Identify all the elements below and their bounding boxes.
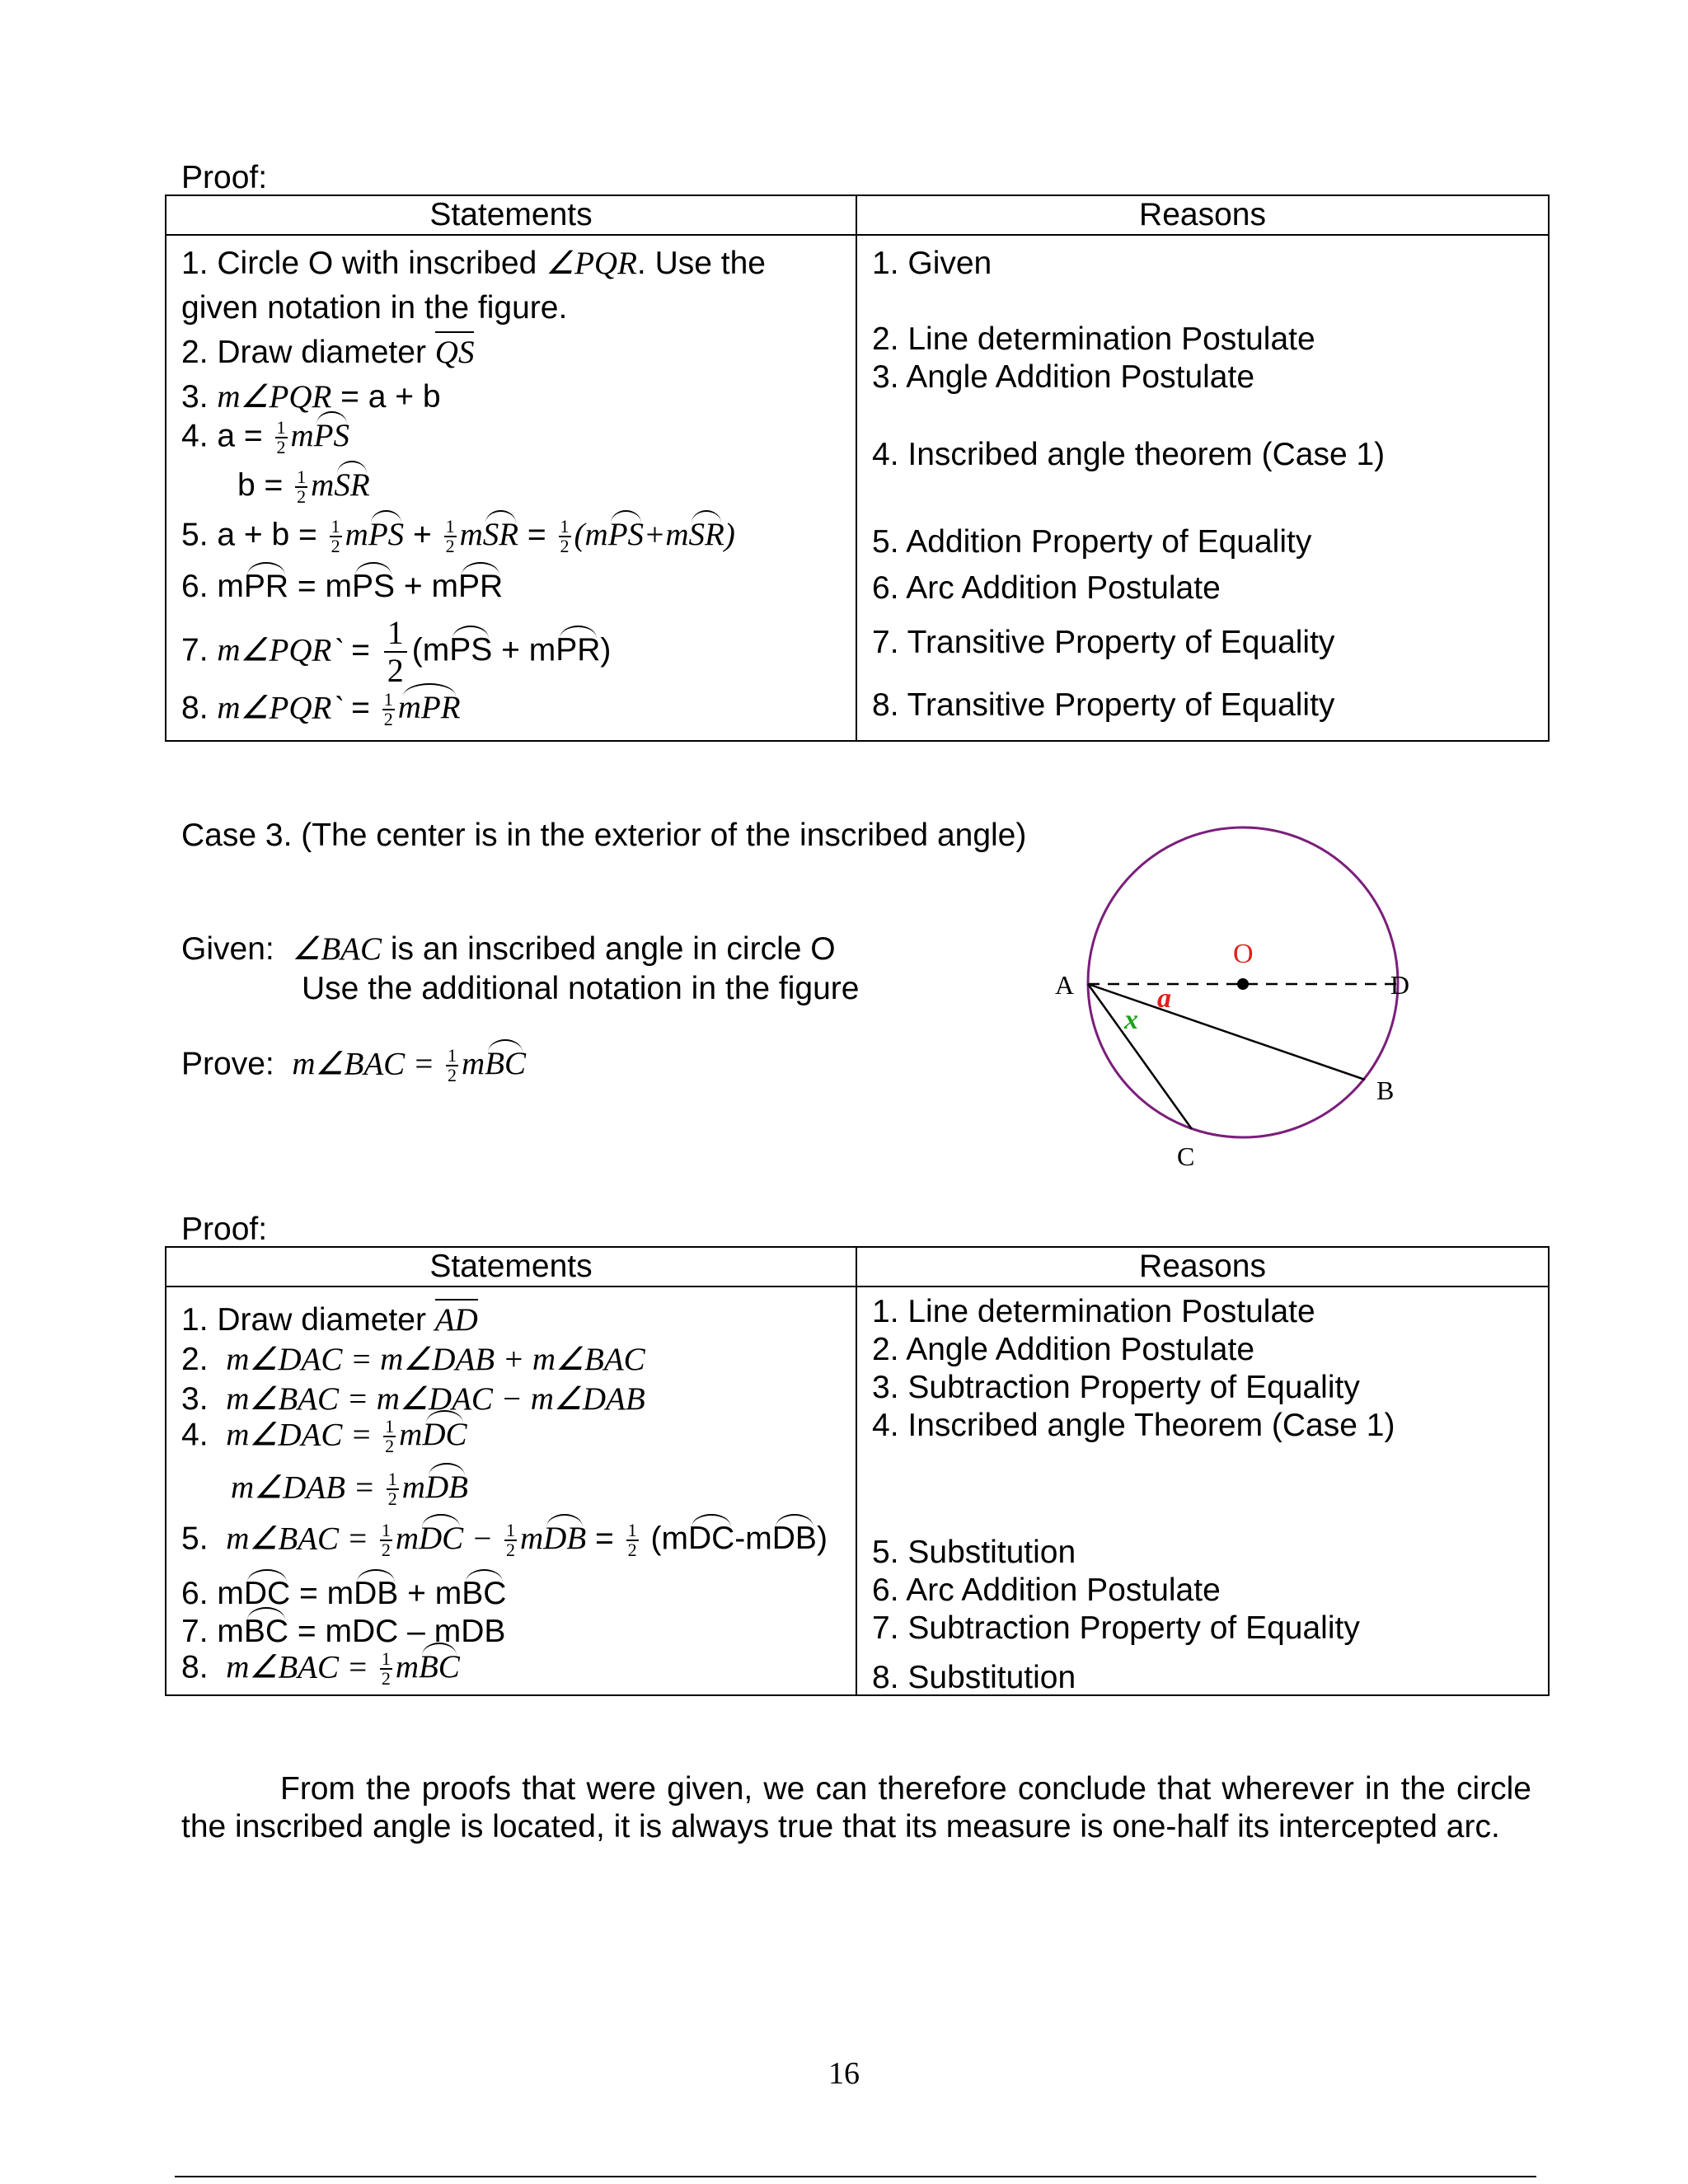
page-number: 16 <box>828 2056 860 2091</box>
proof1-statement-1: 1. Circle O with inscribed ∠PQR. Use the <box>181 246 766 281</box>
proof1-reason-3: 3. Angle Addition Postulate <box>872 359 1255 395</box>
case3-given: Given: ∠BAC is an inscribed angle in circle O <box>181 931 836 967</box>
conclusion-paragraph: From the proofs that were given, we can therefore conclude that wherever in the circle the inscribed angle is located, it is always true that its measure is one-half its intercepted arc. <box>181 1771 1531 1844</box>
proof2-table <box>165 1246 1550 1696</box>
proof1-statement-1-cont: given notation in the figure. <box>181 290 568 326</box>
proof1-reason-2: 2. Line determination Postulate <box>872 321 1315 357</box>
proof1-label: Proof: <box>181 160 268 195</box>
proof2-statement-6: 6. mDC = mDB + mBC <box>181 1576 507 1611</box>
proof1-statements <box>166 236 856 740</box>
label-angle-a: a <box>1157 983 1171 1014</box>
proof1-statement-7: 7. m∠PQR` = $\frac{1}{2}$ (mPS + mPR) <box>181 614 612 689</box>
proof2-reason-7: 7. Subtraction Property of Equality <box>872 1610 1360 1646</box>
case3-title: Case 3. (The center is in the exterior of the inscribed angle) <box>181 818 1027 853</box>
proof1-statement-2: 2. Draw diameter QS <box>181 336 474 368</box>
proof1-reason-7: 7. Transitive Property of Equality <box>872 625 1335 660</box>
proof1-statement-6: 6. mPR = mPS + mPR <box>181 569 504 604</box>
proof2-reason-6: 6. Arc Addition Postulate <box>872 1572 1221 1608</box>
proof2-statement-1: 1. Draw diameter AD <box>181 1304 478 1336</box>
proof1-reason-4: 4. Inscribed angle theorem (Case 1) <box>872 437 1386 472</box>
label-angle-x: x <box>1124 1005 1138 1035</box>
proof2-reasons <box>857 1287 1548 1694</box>
proof2-statement-4a: 4. m∠DAC = $\frac{1}{2}$ mDC <box>181 1416 467 1456</box>
center-point <box>1237 978 1249 990</box>
case3-given-line2: Use the additional notation in the figure <box>302 971 860 1006</box>
proof2-statements <box>166 1287 856 1694</box>
label-o: O <box>1233 939 1254 969</box>
proof1-reasons <box>857 236 1548 740</box>
chord-ac <box>1088 984 1192 1129</box>
proof1-reason-6: 6. Arc Addition Postulate <box>872 570 1221 606</box>
proof2-statement-7: 7. mBC = mDC – mDB <box>181 1614 506 1649</box>
case3-prove: Prove: m∠BAC = $\frac{1}{2}$ mBC <box>181 1045 527 1085</box>
proof1-statement-4b: b = $\frac{1}{2}$ mSR <box>237 466 370 507</box>
proof1-statement-3: 3. m∠PQR = a + b <box>181 379 441 415</box>
proof2-statement-8: 8. m∠BAC = $\frac{1}{2}$ mBC <box>181 1648 460 1689</box>
proof2-reason-3: 3. Subtraction Property of Equality <box>872 1370 1360 1405</box>
proof2-label: Proof: <box>181 1212 268 1247</box>
proof2-header-reasons: Reasons <box>856 1247 1549 1286</box>
proof2-statement-2: 2. m∠DAC = m∠DAB + m∠BAC <box>181 1342 645 1377</box>
proof2-header-statements: Statements <box>166 1247 856 1286</box>
proof1-reason-1: 1. Given <box>872 246 992 281</box>
proof1-reason-5: 5. Addition Property of Equality <box>872 524 1312 560</box>
proof1-statement-8: 8. m∠PQR` = $\frac{1}{2}$ mPR <box>181 689 461 729</box>
inscribed-angle-figure <box>1039 808 1418 1179</box>
label-d: D <box>1390 970 1409 1000</box>
label-c: C <box>1177 1141 1195 1171</box>
label-a: A <box>1055 970 1075 1000</box>
proof2-statement-4b: m∠DAB = $\frac{1}{2}$ mDB <box>231 1469 468 1509</box>
proof1-header-reasons: Reasons <box>856 195 1549 235</box>
proof1-statement-5: 5. a + b = $\frac{1}{2}$ mPS + $\frac{1}{2}$ mSR = $\frac{1}{2}$ (mPS+mSR) <box>181 516 735 556</box>
proof2-reason-4: 4. Inscribed angle Theorem (Case 1) <box>872 1408 1395 1443</box>
proof1-reason-8: 8. Transitive Property of Equality <box>872 687 1335 723</box>
proof1-header-statements: Statements <box>166 195 856 235</box>
proof2-statement-5: 5. m∠BAC = $\frac{1}{2}$ mDC − $\frac{1}{2}$ mDB = $\frac{1}{2}$ (mDC-mDB) <box>181 1520 828 1560</box>
proof1-statement-4a: 4. a = $\frac{1}{2}$ mPS <box>181 417 349 457</box>
proof2-reason-5: 5. Substitution <box>872 1535 1076 1570</box>
proof2-reason-8: 8. Substitution <box>872 1660 1076 1695</box>
proof2-statement-3: 3. m∠BAC = m∠DAC − m∠DAB <box>181 1381 645 1417</box>
proof2-reason-2: 2. Angle Addition Postulate <box>872 1332 1255 1367</box>
label-b: B <box>1376 1076 1395 1105</box>
proof1-table <box>165 194 1550 742</box>
footer-rule <box>175 2176 1536 2177</box>
proof2-reason-1: 1. Line determination Postulate <box>872 1294 1315 1329</box>
